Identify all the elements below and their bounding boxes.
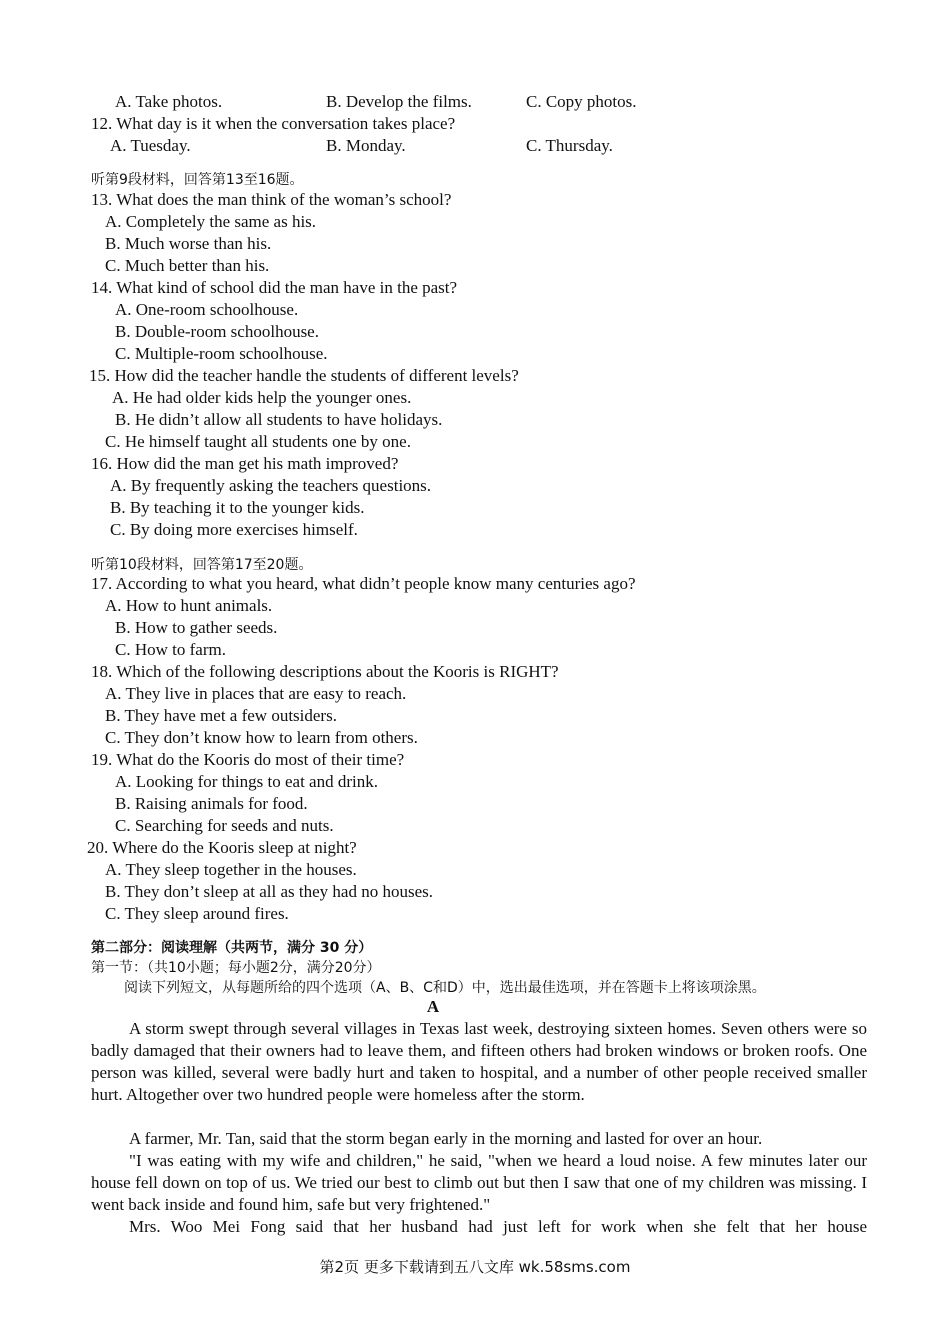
q15-option-b: B. He didn’t allow all students to have holidays. — [115, 410, 443, 429]
q12-option-b: B. Monday. — [326, 136, 406, 155]
q18-option-a: A. They live in places that are easy to reach. — [105, 684, 407, 703]
part2-section1-heading: 第一节：（共10小题；每小题2分，满分20分） — [91, 960, 381, 976]
q13-option-a: A. Completely the same as his. — [105, 212, 317, 231]
q16-option-a: A. By frequently asking the teachers questions. — [110, 476, 432, 495]
q13-option-b: B. Much worse than his. — [105, 234, 272, 253]
q20-question: 20. Where do the Kooris sleep at night? — [87, 838, 357, 857]
passage-paragraph: A farmer, Mr. Tan, said that the storm began early in the morning and lasted for over an hour. — [129, 1129, 763, 1148]
q16-question: 16. How did the man get his math improved? — [91, 454, 399, 473]
q17-question: 17. According to what you heard, what didn’t people know many centuries ago? — [91, 574, 636, 593]
passage-label: A — [426, 997, 440, 1016]
q15-option-c: C. He himself taught all students one by one. — [105, 432, 411, 451]
q11-option-c: C. Copy photos. — [526, 92, 637, 111]
q18-question: 18. Which of the following descriptions about the Kooris is RIGHT? — [91, 662, 559, 681]
q16-option-c: C. By doing more exercises himself. — [110, 520, 358, 539]
q17-option-c: C. How to farm. — [115, 640, 226, 659]
q19-option-c: C. Searching for seeds and nuts. — [115, 816, 334, 835]
q12-option-c: C. Thursday. — [526, 136, 613, 155]
part2-instruction: 阅读下列短文，从每题所给的四个选项（A、B、C和D）中，选出最佳选项，并在答题卡上将该项涂黑。 — [124, 980, 766, 996]
part2-heading: 第二部分：阅读理解（共两节，满分 30 分） — [91, 940, 373, 956]
q20-option-c: C. They sleep around fires. — [105, 904, 289, 923]
section9-heading: 听第9段材料，回答第13至16题。 — [91, 172, 304, 188]
q18-option-b: B. They have met a few outsiders. — [105, 706, 337, 725]
q11-option-a: A. Take photos. — [115, 92, 223, 111]
passage-paragraph: Mrs. Woo Mei Fong said that her husband had just left for work when she felt that her house — [129, 1217, 867, 1236]
passage-paragraph: "I was eating with my wife and children," he said, "when we heard a loud noise. A few minutes later our house fell down on top of us. We tried our best to climb out but then I saw that one of my children was missing. I went back inside and found him, safe but very frightened." — [91, 1151, 867, 1214]
q15-option-a: A. He had older kids help the younger ones. — [112, 388, 412, 407]
q19-question: 19. What do the Kooris do most of their time? — [91, 750, 405, 769]
q14-option-c: C. Multiple-room schoolhouse. — [115, 344, 328, 363]
q12-option-a: A. Tuesday. — [110, 136, 191, 155]
section10-heading: 听第10段材料，回答第17至20题。 — [91, 557, 313, 573]
q15-question: 15. How did the teacher handle the students of different levels? — [89, 366, 519, 385]
q14-option-a: A. One-room schoolhouse. — [115, 300, 299, 319]
q14-question: 14. What kind of school did the man have in the past? — [91, 278, 458, 297]
passage-paragraph: A storm swept through several villages in Texas last week, destroying sixteen homes. Seven others were so badly damaged that their owners had to leave them, and fifteen others had broken windows or broken roofs. One person was killed, several were badly hurt and taken to hospital, and a number of other people received smaller hurt. Altogether over two hundred people were homeless after the storm. — [91, 1019, 867, 1104]
page-footer: 第2页 更多下载请到五八文库 wk.58sms.com — [319, 1258, 631, 1276]
q17-option-a: A. How to hunt animals. — [105, 596, 273, 615]
q18-option-c: C. They don’t know how to learn from others. — [105, 728, 418, 747]
q17-option-b: B. How to gather seeds. — [115, 618, 278, 637]
q12-question: 12. What day is it when the conversation takes place? — [91, 114, 456, 133]
q16-option-b: B. By teaching it to the younger kids. — [110, 498, 365, 517]
q20-option-a: A. They sleep together in the houses. — [105, 860, 357, 879]
q20-option-b: B. They don’t sleep at all as they had no houses. — [105, 882, 433, 901]
q19-option-a: A. Looking for things to eat and drink. — [115, 772, 378, 791]
q13-option-c: C. Much better than his. — [105, 256, 270, 275]
q14-option-b: B. Double-room schoolhouse. — [115, 322, 319, 341]
q11-option-b: B. Develop the films. — [326, 92, 472, 111]
q19-option-b: B. Raising animals for food. — [115, 794, 308, 813]
q13-question: 13. What does the man think of the woman’s school? — [91, 190, 452, 209]
